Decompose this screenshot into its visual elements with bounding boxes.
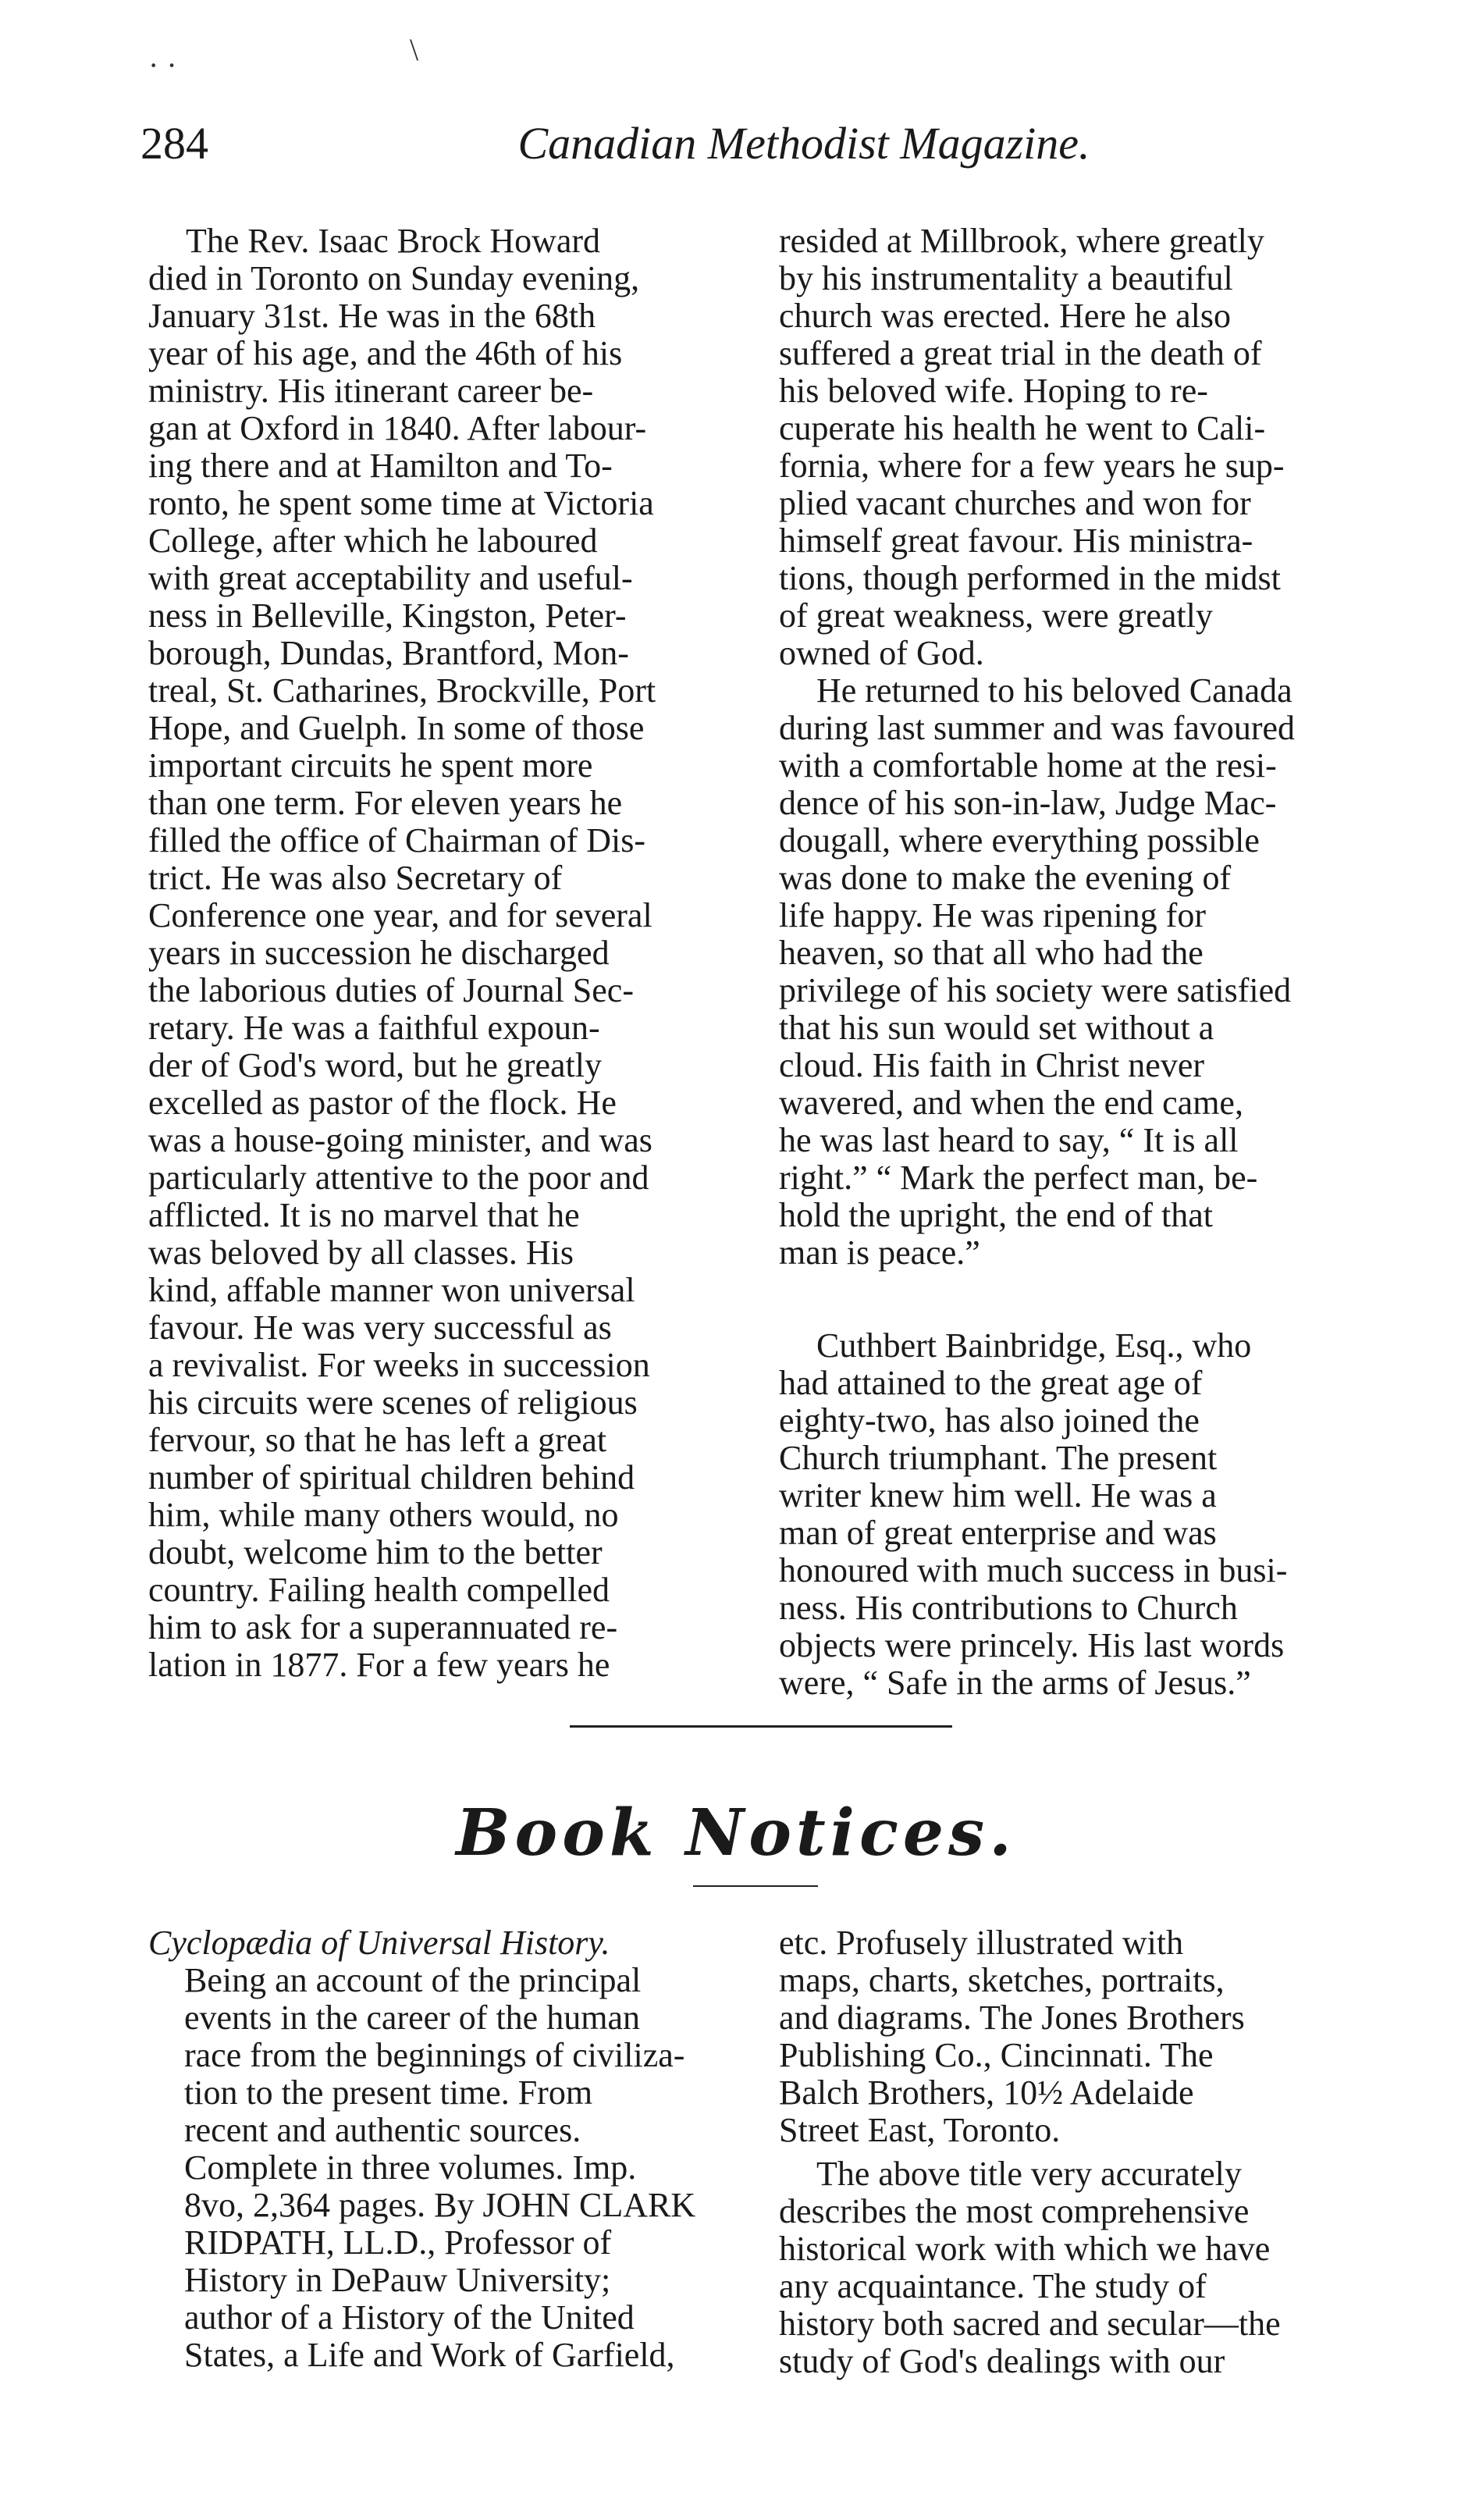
- text-line: Publishing Co., Cincinnati. The: [779, 2036, 1214, 2074]
- text-line: year of his age, and the 46th of his: [148, 334, 623, 372]
- running-title: Canadian Methodist Magazine.: [517, 118, 1090, 169]
- obituary-howard-column-1: [148, 222, 741, 1684]
- text-line: study of God's dealings with our: [779, 2342, 1225, 2380]
- text-line: was a house-going minister, and was: [148, 1121, 652, 1159]
- text-line: important circuits he spent more: [148, 746, 593, 785]
- text-line: number of spiritual children behind: [148, 1458, 635, 1497]
- text-line: hold the upright, the end of that: [779, 1196, 1213, 1234]
- text-line: lation in 1877. For a few years he: [148, 1646, 610, 1684]
- text-line: Balch Brothers, 10½ Adelaide: [779, 2073, 1194, 2112]
- text-line: College, after which he laboured: [148, 521, 598, 560]
- text-line: Street East, Toronto.: [779, 2111, 1061, 2149]
- text-line: eighty-two, has also joined the: [779, 1401, 1200, 1440]
- text-line: wavered, and when the end came,: [779, 1084, 1243, 1122]
- text-line: Complete in three volumes. Imp.: [184, 2148, 637, 2187]
- text-line: church was erected. Here he also: [779, 297, 1232, 335]
- text-line: honoured with much success in busi-: [779, 1551, 1288, 1589]
- section-divider-top: [570, 1725, 952, 1728]
- text-line: him to ask for a superannuated re-: [148, 1608, 618, 1646]
- text-line: particularly attentive to the poor and: [148, 1159, 649, 1197]
- obituary-bainbridge: [779, 1327, 1372, 1702]
- text-line: cuperate his health he went to Cali-: [779, 409, 1266, 447]
- text-line: maps, charts, sketches, portraits,: [779, 1961, 1225, 1999]
- text-line: race from the beginnings of civiliza-: [184, 2036, 685, 2074]
- text-line: history both sacred and secular—the: [779, 2305, 1281, 2343]
- text-line: him, while many others would, no: [148, 1496, 619, 1534]
- text-line: with a comfortable home at the resi-: [779, 746, 1277, 785]
- text-line: ronto, he spent some time at Victoria: [148, 484, 654, 522]
- text-line: himself great favour. His ministra-: [779, 521, 1253, 560]
- text-line: he was last heard to say, “ It is all: [779, 1121, 1239, 1159]
- text-line: etc. Profusely illustrated with: [779, 1924, 1184, 1962]
- text-line: than one term. For eleven years he: [148, 784, 623, 822]
- text-line: had attained to the great age of: [779, 1364, 1203, 1402]
- book-review-paragraph: [779, 2155, 1372, 2380]
- text-line: and diagrams. The Jones Brothers: [779, 1999, 1245, 2037]
- text-line: ness in Belleville, Kingston, Peter-: [148, 596, 627, 635]
- text-line: his circuits were scenes of religious: [148, 1383, 638, 1422]
- text-line: was beloved by all classes. His: [148, 1233, 574, 1272]
- text-line: suffered a great trial in the death of: [779, 334, 1262, 372]
- text-line: by his instrumentality a beautiful: [779, 259, 1233, 297]
- text-line: was done to make the evening of: [779, 859, 1232, 897]
- book-notice-column-2: [779, 1924, 1372, 2380]
- text-line: that his sun would set without a: [779, 1009, 1214, 1047]
- text-line: recent and authentic sources.: [184, 2111, 581, 2149]
- text-line: his beloved wife. Hoping to re-: [779, 372, 1208, 410]
- text-line: man is peace.”: [779, 1233, 980, 1272]
- text-line: The Rev. Isaac Brock Howard: [186, 222, 601, 260]
- book-notice-column-1: [148, 1924, 741, 2374]
- text-line: heaven, so that all who had the: [779, 934, 1204, 972]
- text-line: trict. He was also Secretary of: [148, 859, 563, 897]
- text-line: resided at Millbrook, where greatly: [779, 222, 1264, 260]
- bainbridge-paragraph: [779, 1327, 1372, 1702]
- text-line: January 31st. He was in the 68th: [148, 297, 596, 335]
- text-line: History in DePauw University;: [184, 2261, 611, 2299]
- text-line: of great weakness, were greatly: [779, 596, 1213, 635]
- text-line: afflicted. It is no marvel that he: [148, 1196, 580, 1234]
- text-line: Conference one year, and for several: [148, 896, 652, 934]
- scan-speck-marks: · ·: [148, 48, 177, 83]
- text-line: with great acceptability and useful-: [148, 559, 633, 597]
- text-line: a revivalist. For weeks in succession: [148, 1346, 650, 1384]
- text-line: Hope, and Guelph. In some of those: [148, 709, 645, 747]
- howard-paragraph-2: [779, 222, 1372, 672]
- text-line: Cuthbert Bainbridge, Esq., who: [816, 1326, 1252, 1365]
- text-line: RIDPATH, LL.D., Professor of: [184, 2223, 612, 2262]
- section-divider-bottom: [693, 1885, 818, 1887]
- text-line: tion to the present time. From: [184, 2073, 593, 2112]
- text-line: States, a Life and Work of Garfield,: [184, 2336, 675, 2374]
- text-line: He returned to his beloved Canada: [816, 671, 1292, 710]
- text-line: years in succession he discharged: [148, 934, 610, 972]
- text-line: der of God's word, but he greatly: [148, 1046, 603, 1084]
- text-line: during last summer and was favoured: [779, 709, 1296, 747]
- text-line: excelled as pastor of the flock. He: [148, 1084, 617, 1122]
- text-line: favour. He was very successful as: [148, 1308, 612, 1347]
- text-line: writer knew him well. He was a: [779, 1476, 1217, 1514]
- text-line: Church triumphant. The present: [779, 1439, 1218, 1477]
- text-line: any acquaintance. The study of: [779, 2267, 1207, 2305]
- text-line: life happy. He was ripening for: [779, 896, 1206, 934]
- text-line: the laborious duties of Journal Sec-: [148, 971, 634, 1009]
- text-line: cloud. His faith in Christ never: [779, 1046, 1205, 1084]
- text-line: died in Toronto on Sunday evening,: [148, 259, 640, 297]
- text-line: Being an account of the principal: [184, 1961, 642, 1999]
- howard-paragraph-3: [779, 672, 1372, 1272]
- section-title: Book Notices.: [456, 1796, 1016, 1870]
- text-line: ing there and at Hamilton and To-: [148, 447, 613, 485]
- text-line: plied vacant churches and won for: [779, 484, 1251, 522]
- page-header: [140, 117, 1358, 187]
- text-line: treal, St. Catharines, Brockville, Port: [148, 671, 656, 710]
- book-entry-title: Cyclopædia of Universal History.: [148, 1924, 610, 1962]
- text-line: The above title very accurately: [816, 2155, 1242, 2193]
- text-line: country. Failing health compelled: [148, 1571, 610, 1609]
- text-line: doubt, welcome him to the better: [148, 1533, 603, 1571]
- text-line: borough, Dundas, Brantford, Mon-: [148, 634, 629, 672]
- text-line: events in the career of the human: [184, 1999, 640, 2037]
- book-entry-description: [148, 1962, 741, 2374]
- scan-speck-marks-2: \: [410, 32, 419, 67]
- text-line: 8vo, 2,364 pages. By JOHN CLARK: [184, 2186, 696, 2224]
- text-line: dougall, where everything possible: [779, 821, 1260, 860]
- text-line: ministry. His itinerant career be-: [148, 372, 594, 410]
- page-number: 284: [140, 118, 208, 169]
- text-line: retary. He was a faithful expoun-: [148, 1009, 600, 1047]
- text-line: were, “ Safe in the arms of Jesus.”: [779, 1664, 1251, 1702]
- text-line: privilege of his society were satisfied: [779, 971, 1292, 1009]
- text-line: dence of his son-in-law, Judge Mac-: [779, 784, 1277, 822]
- text-line: ness. His contributions to Church: [779, 1589, 1238, 1627]
- text-line: right.” “ Mark the perfect man, be-: [779, 1159, 1258, 1197]
- text-line: man of great enterprise and was: [779, 1514, 1217, 1552]
- howard-paragraph-1: [148, 222, 741, 1684]
- text-line: tions, though performed in the midst: [779, 559, 1281, 597]
- text-line: fornia, where for a few years he sup-: [779, 447, 1285, 485]
- obituary-howard-column-2: [779, 222, 1372, 1272]
- text-line: fervour, so that he has left a great: [148, 1421, 607, 1459]
- book-entry-publisher: [779, 1924, 1372, 2149]
- text-line: gan at Oxford in 1840. After labour-: [148, 409, 647, 447]
- text-line: kind, affable manner won universal: [148, 1271, 635, 1309]
- text-line: filled the office of Chairman of Dis-: [148, 821, 645, 860]
- text-line: describes the most comprehensive: [779, 2192, 1250, 2230]
- text-line: author of a History of the United: [184, 2298, 635, 2337]
- text-line: historical work with which we have: [779, 2230, 1271, 2268]
- text-line: objects were princely. His last words: [779, 1626, 1285, 1664]
- text-line: owned of God.: [779, 634, 984, 672]
